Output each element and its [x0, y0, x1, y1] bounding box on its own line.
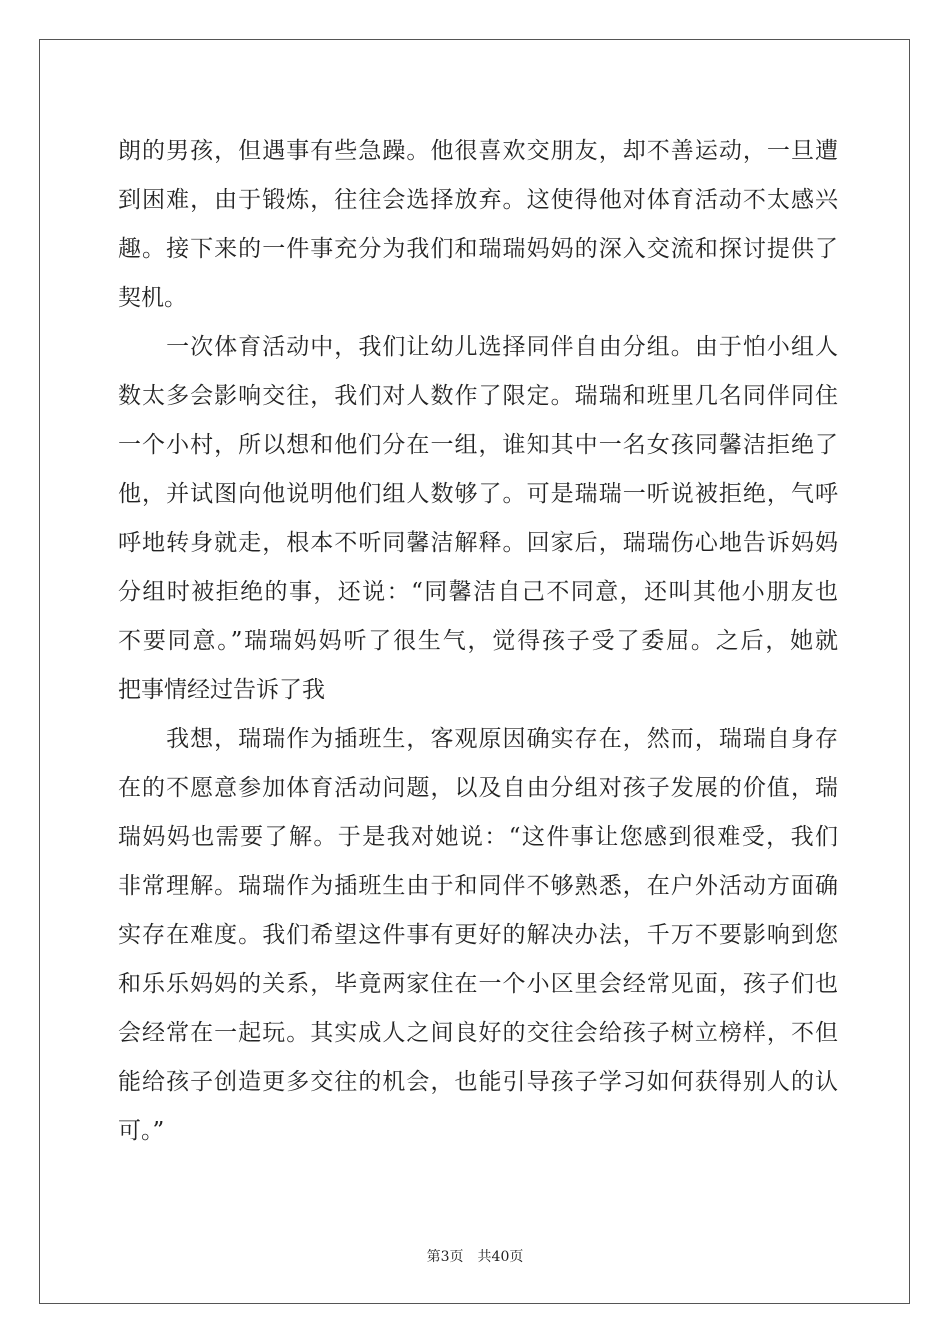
text-line: 他，并试图向他说明他们组人数够了。可是瑞瑞一听说被拒绝，气呼 [118, 481, 838, 507]
text-line: 在的不愿意参加体育活动问题，以及自由分组对孩子发展的价值，瑞 [118, 775, 838, 801]
text-line: 一个小村，所以想和他们分在一组，谁知其中一名女孩同馨洁拒绝了 [118, 432, 838, 458]
text-line: 能给孩子创造更多交往的机会，也能引导孩子学习如何获得别人的认 [118, 1069, 838, 1095]
text-line: 一次体育活动中，我们让幼儿选择同伴自由分组。由于怕小组人 [118, 334, 838, 360]
text-line: 趣。接下来的一件事充分为我们和瑞瑞妈妈的深入交流和探讨提供了 [118, 236, 838, 262]
page-number: 第3页 [426, 1249, 464, 1265]
text-line: 分组时被拒绝的事，还说：“同馨洁自己不同意，还叫其他小朋友也 [118, 579, 838, 605]
text-line: 和乐乐妈妈的关系，毕竟两家住在一个小区里会经常见面，孩子们也 [118, 971, 838, 997]
text-line: 呼地转身就走，根本不听同馨洁解释。回家后，瑞瑞伤心地告诉妈妈 [118, 530, 838, 556]
text-line: 瑞妈妈也需要了解。于是我对她说：“这件事让您感到很难受，我们 [118, 824, 838, 850]
text-line: 朗的男孩，但遇事有些急躁。他很喜欢交朋友，却不善运动，一旦遭 [118, 138, 838, 164]
text-line: 数太多会影响交往，我们对人数作了限定。瑞瑞和班里几名同伴同住 [118, 383, 838, 409]
text-line: 不要同意。”瑞瑞妈妈听了很生气，觉得孩子受了委屈。之后，她就 [118, 628, 838, 654]
text-line: 我想，瑞瑞作为插班生，客观原因确实存在，然而，瑞瑞自身存 [118, 726, 838, 752]
page-total: 共40页 [477, 1249, 524, 1265]
text-line: 会经常在一起玩。其实成人之间良好的交往会给孩子树立榜样，不但 [118, 1020, 838, 1046]
text-line: 把事情经过告诉了我 [118, 677, 325, 703]
document-body [118, 127, 838, 1156]
text-line: 可。” [118, 1118, 165, 1144]
text-line: 契机。 [118, 285, 187, 311]
text-line: 非常理解。瑞瑞作为插班生由于和同伴不够熟悉，在户外活动方面确 [118, 873, 838, 899]
text-line: 到困难，由于锻炼，往往会选择放弃。这使得他对体育活动不太感兴 [118, 187, 838, 213]
page-footer [0, 1246, 950, 1266]
text-line: 实存在难度。我们希望这件事有更好的解决办法，千万不要影响到您 [118, 922, 838, 948]
